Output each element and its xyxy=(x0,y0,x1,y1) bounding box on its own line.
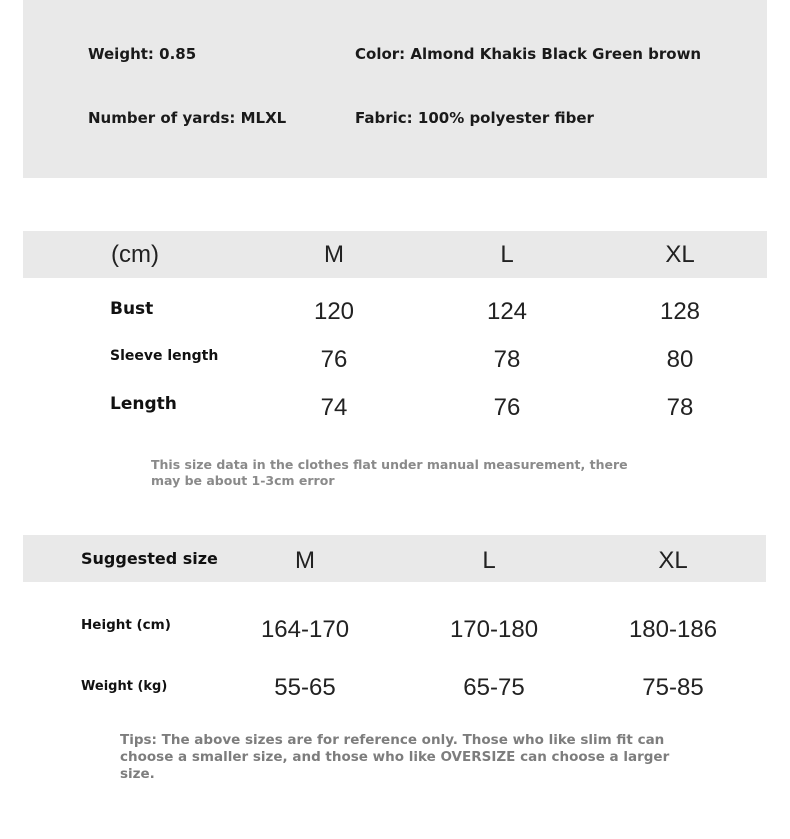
weight-info: Weight: 0.85 xyxy=(88,45,197,63)
table-cell: 128 xyxy=(659,298,701,325)
size-column-header: M xyxy=(295,547,315,574)
table-cell: 80 xyxy=(666,346,694,373)
size-column-header: M xyxy=(324,241,344,268)
table-cell: 180-186 xyxy=(628,616,718,643)
table-cell: 164-170 xyxy=(260,616,350,643)
table-cell: 75-85 xyxy=(642,674,704,701)
size-column-header: L xyxy=(500,241,514,268)
table-cell: 120 xyxy=(313,298,355,325)
row-label-length: Length xyxy=(110,394,177,414)
size-column-header: L xyxy=(482,547,496,574)
size-tips: Tips: The above sizes are for reference only. Those who like slim fit can choose a smaller size, and those who like OVERSIZE can choose a larger size. xyxy=(120,732,670,782)
table-cell: 76 xyxy=(493,394,521,421)
fabric-info: Fabric: 100% polyester fiber xyxy=(355,109,594,127)
color-info: Color: Almond Khakis Black Green brown xyxy=(355,45,702,63)
table-cell: 170-180 xyxy=(449,616,539,643)
table-cell: 76 xyxy=(320,346,348,373)
row-label-sleeve: Sleeve length xyxy=(110,348,219,364)
size-column-header: XL xyxy=(658,547,688,574)
table-cell: 78 xyxy=(666,394,694,421)
product-info-panel xyxy=(23,0,767,178)
row-label-bust: Bust xyxy=(110,299,154,319)
table-cell: 78 xyxy=(493,346,521,373)
table-cell: 55-65 xyxy=(274,674,336,701)
row-label-weight: Weight (kg) xyxy=(81,679,168,694)
table-cell: 124 xyxy=(486,298,528,325)
table-cell: 65-75 xyxy=(463,674,525,701)
table-cell: 74 xyxy=(320,394,348,421)
unit-header: (cm) xyxy=(111,241,159,268)
row-label-height: Height (cm) xyxy=(81,617,171,633)
yards-info: Number of yards: MLXL xyxy=(88,109,287,127)
measurement-note: This size data in the clothes flat under manual measurement, there may be about 1-3cm error xyxy=(151,457,628,488)
suggested-size-title: Suggested size xyxy=(81,549,218,568)
size-column-header: XL xyxy=(665,241,695,268)
